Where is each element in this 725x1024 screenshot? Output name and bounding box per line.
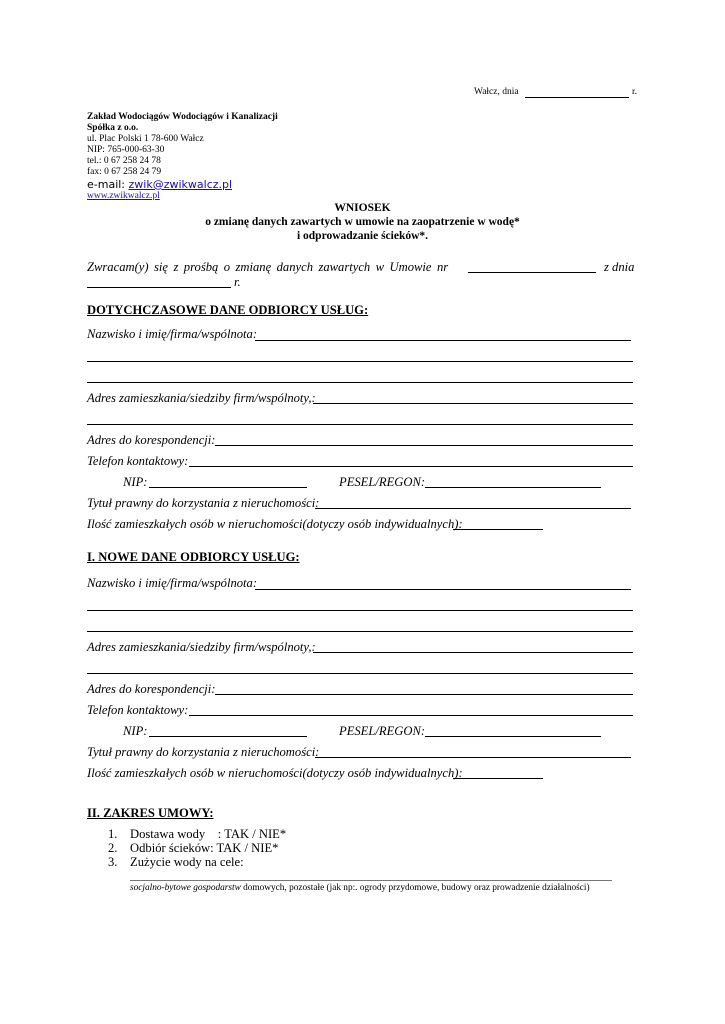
purpose-rest: domowych, pozostałe (jak np:. ogrody przydomowe, budowy oraz prowadzenie działalności) — [240, 883, 590, 893]
title-line3: i odprowadzanie ścieków*. — [296, 230, 429, 242]
old-name-line-2[interactable] — [87, 361, 633, 362]
scope-item-1 — [108, 827, 117, 842]
new-name-line-3[interactable] — [87, 631, 633, 632]
new-name-line[interactable] — [255, 589, 631, 590]
old-residents-label: Ilość zamieszkałych osób w nieruchomości(dotyczy osób indywidualnych): — [87, 517, 463, 531]
purpose-line[interactable] — [130, 880, 612, 881]
company-address: ul. Plac Polski 1 78-600 Wałcz — [87, 134, 204, 144]
date-suffix: r. — [632, 87, 638, 97]
scope-item-2 — [108, 841, 117, 856]
new-nip-label: NIP: — [123, 724, 148, 738]
scope-item-text: Zużycie wody na cele: — [130, 855, 244, 869]
new-phone-line[interactable] — [189, 715, 633, 716]
company-form: Spółka z o.o. — [87, 123, 139, 133]
old-nip-label: NIP: — [123, 475, 148, 489]
old-phone-line[interactable] — [189, 466, 633, 467]
new-name-label: Nazwisko i imię/firma/wspólnota: — [87, 576, 258, 590]
new-nip-line[interactable] — [149, 736, 307, 737]
company-name: Zakład Wodociągów Wodociągów i Kanalizacji — [87, 112, 278, 122]
old-address-line-2[interactable] — [87, 424, 633, 425]
old-address-line[interactable] — [313, 403, 633, 404]
old-title-label: Tytuł prawny do korzystania z nieruchomości: — [87, 496, 320, 510]
email-link[interactable]: zwik@zwikwalcz.pl — [128, 178, 233, 191]
old-nip-line[interactable] — [149, 487, 307, 488]
old-section-heading: DOTYCHCZASOWE DANE ODBIORCY USŁUG: — [87, 303, 369, 317]
title-line1: WNIOSEK — [334, 202, 391, 214]
new-title-line[interactable] — [315, 757, 631, 758]
new-phone-label: Telefon kontaktowy: — [87, 703, 189, 717]
request-z-dnia: z dnia — [604, 260, 635, 274]
new-section-heading: I. NOWE DANE ODBIORCY USŁUG: — [87, 550, 300, 564]
scope-item-text: Odbiór ścieków: TAK / NIE* — [130, 841, 279, 855]
date-input-line[interactable] — [525, 97, 629, 98]
scope-heading: II. ZAKRES UMOWY: — [87, 806, 214, 820]
request-suffix: r. — [234, 275, 241, 289]
old-name-line[interactable] — [255, 340, 631, 341]
old-correspondence-label: Adres do korespondencji: — [87, 433, 216, 447]
new-residents-label: Ilość zamieszkałych osób w nieruchomości(dotyczy osób indywidualnych): — [87, 766, 463, 780]
old-pesel-label: PESEL/REGON: — [339, 475, 426, 489]
old-correspondence-line[interactable] — [215, 445, 633, 446]
email-label: e-mail: — [87, 178, 126, 191]
website-link[interactable]: www.zwikwalcz.pl — [87, 191, 160, 201]
scope-item-number: 2. — [108, 841, 118, 855]
new-correspondence-label: Adres do korespondencji: — [87, 682, 216, 696]
old-name-line-3[interactable] — [87, 382, 633, 383]
company-fax: fax: 0 67 258 24 79 — [87, 167, 162, 177]
new-correspondence-line[interactable] — [215, 694, 633, 695]
purpose-italic: socjalno-bytowe gospodarstw — [130, 883, 241, 893]
old-address-label: Adres zamieszkania/siedziby firm/wspólnoty,: — [87, 391, 316, 405]
new-address-label: Adres zamieszkania/siedziby firm/wspólnoty,: — [87, 640, 316, 654]
request-intro: Zwracam(y) się z prośbą o zmianę danych zawartych w Umowie nr — [87, 260, 449, 274]
scope-item-number: 1. — [108, 827, 118, 841]
old-title-line[interactable] — [315, 508, 631, 509]
scope-item-number: 3. — [108, 855, 118, 869]
new-address-line[interactable] — [313, 652, 633, 653]
new-title-label: Tytuł prawny do korzystania z nieruchomości: — [87, 745, 320, 759]
new-pesel-line[interactable] — [425, 736, 601, 737]
new-name-line-2[interactable] — [87, 610, 633, 611]
new-residents-line[interactable] — [453, 778, 543, 779]
scope-item-text: Dostawa wody : TAK / NIE* — [130, 827, 287, 841]
old-name-label: Nazwisko i imię/firma/wspólnota: — [87, 327, 258, 341]
title-line2: o zmianę danych zawartych w umowie na zaopatrzenie w wodę* — [205, 216, 520, 228]
scope-item-3 — [108, 855, 117, 870]
new-pesel-label: PESEL/REGON: — [339, 724, 426, 738]
company-nip: NIP: 765-000-63-30 — [87, 145, 165, 155]
date-label: Wałcz, dnia — [474, 87, 519, 97]
old-residents-line[interactable] — [453, 529, 543, 530]
date-field — [474, 87, 519, 97]
company-email-row — [87, 178, 232, 191]
old-phone-label: Telefon kontaktowy: — [87, 454, 189, 468]
company-tel: tel.: 0 67 258 24 78 — [87, 156, 161, 166]
new-address-line-2[interactable] — [87, 673, 633, 674]
purpose-options — [130, 883, 590, 893]
contract-number-line[interactable] — [468, 272, 596, 273]
contract-date-line[interactable] — [87, 287, 231, 288]
old-pesel-line[interactable] — [425, 487, 601, 488]
